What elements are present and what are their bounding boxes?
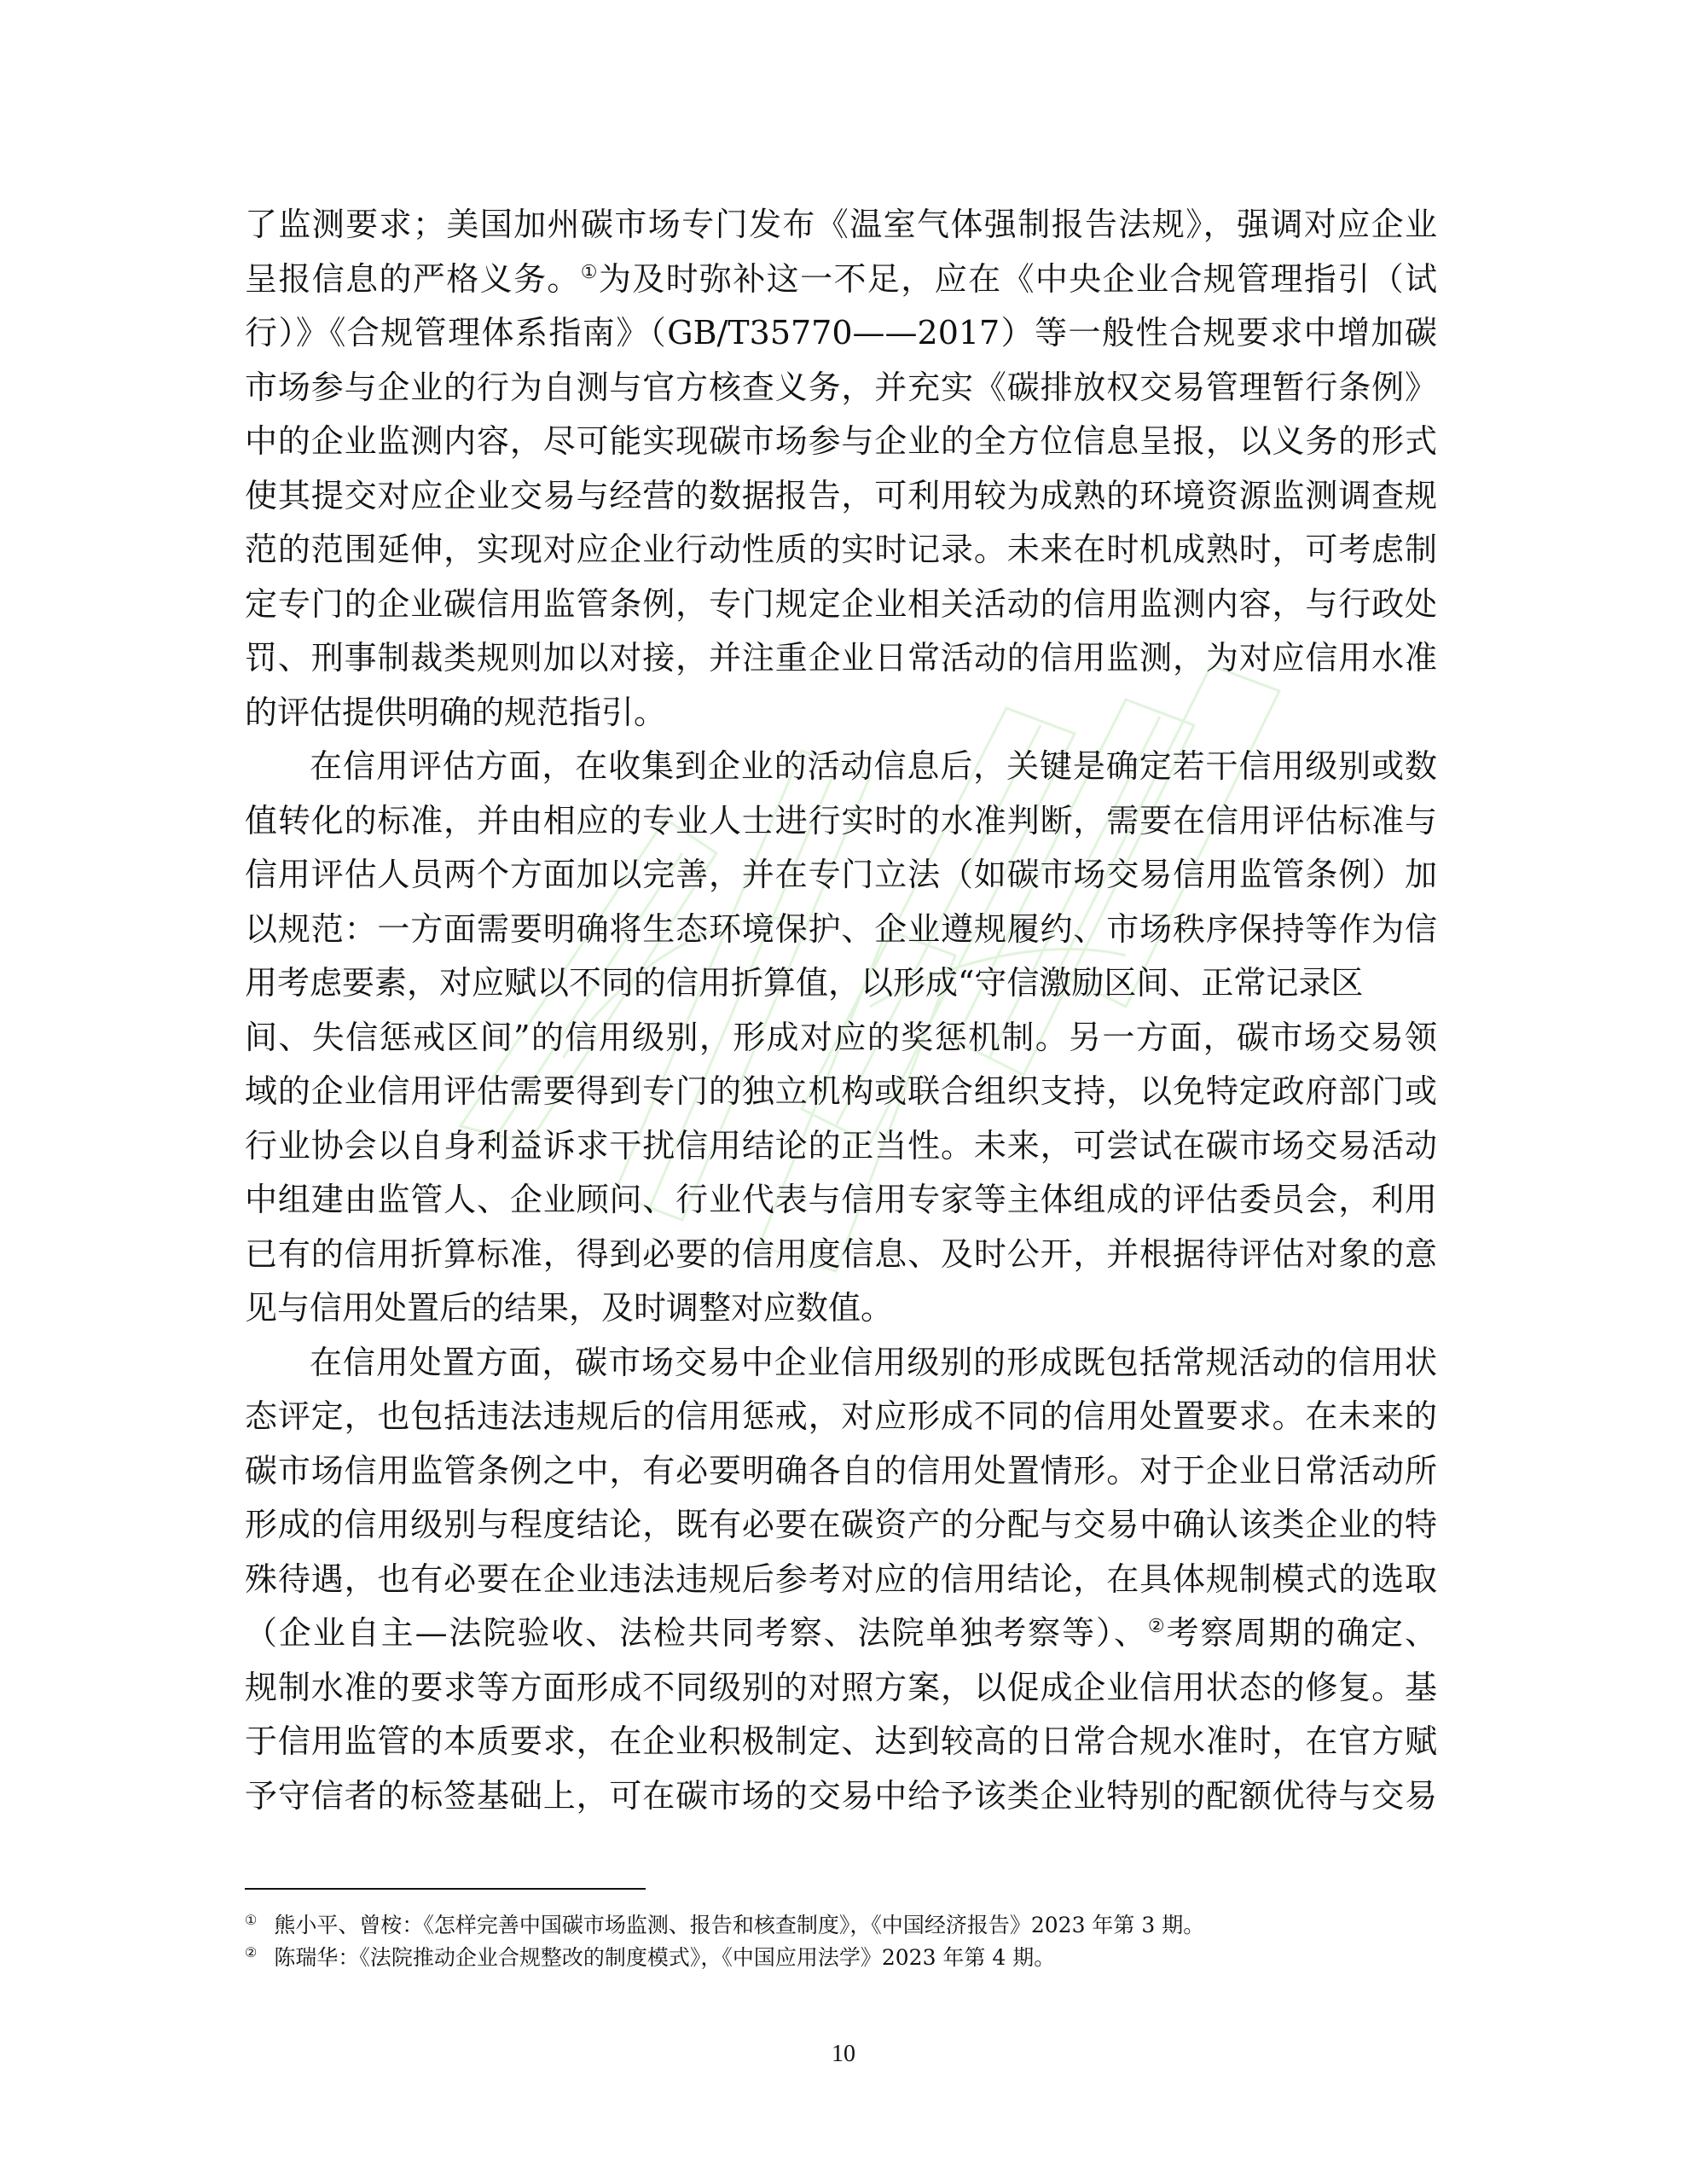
footnote-text: 陈瑞华：《法院推动企业合规整改的制度模式》，《中国应用法学》2023 年第 4 期。 <box>274 1945 1056 1970</box>
text-line: 殊待遇，也有必要在企业违法违规后参考对应的信用结论，在具体规制模式的选取 <box>245 1560 1437 1598</box>
footnote <box>245 1904 1437 1937</box>
text-line: 形成的信用级别与程度结论，既有必要在碳资产的分配与交易中确认该类企业的特 <box>245 1506 1437 1543</box>
text-segment: 呈报信息的严格义务。 <box>245 259 581 298</box>
text-line: 使其提交对应企业交易与经营的数据报告，可利用较为成熟的环境资源监测调查规 <box>245 476 1437 514</box>
text-line: 中的企业监测内容，尽可能实现碳市场参与企业的全方位信息呈报，以义务的形式 <box>245 422 1437 460</box>
text-line: 市场参与企业的行为自测与官方核查义务，并充实《碳排放权交易管理暂行条例》 <box>245 368 1437 406</box>
text-line: 于信用监管的本质要求，在企业积极制定、达到较高的日常合规水准时，在官方赋 <box>245 1722 1437 1760</box>
footnote-divider <box>245 1888 646 1890</box>
paragraph-first-line: 在信用处置方面，碳市场交易中企业信用级别的形成既包括常规活动的信用状 <box>310 1343 1437 1381</box>
footnote-marker: ② <box>245 1944 258 1960</box>
text-line <box>245 1606 1437 1661</box>
text-line: 用考虑要素，对应赋以不同的信用折算值，以形成“守信激励区间、正常记录区 <box>245 964 1364 1002</box>
text-segment: 为及时弥补这一不足，应在《中央企业合规管理指引（试 <box>598 259 1437 298</box>
footnote-marker: ① <box>245 1912 258 1928</box>
text-line: 已有的信用折算标准，得到必要的信用度信息、及时公开，并根据待评估对象的意 <box>245 1234 1437 1273</box>
page-number: 10 <box>832 2041 855 2067</box>
text-line: 间、失信惩戒区间”的信用级别，形成对应的奖惩机制。另一方面，碳市场交易领 <box>245 1018 1437 1056</box>
text-line: 信用评估人员两个方面加以完善，并在专门立法（如碳市场交易信用监管条例）加 <box>245 856 1437 893</box>
text-line: 域的企业信用评估需要得到专门的独立机构或联合组织支持，以免特定政府部门或 <box>245 1072 1437 1110</box>
text-line: 了监测要求；美国加州碳市场专门发布《温室气体强制报告法规》，强调对应企业 <box>245 206 1437 243</box>
text-line: 碳市场信用监管条例之中，有必要明确各自的信用处置情形。对于企业日常活动所 <box>245 1451 1437 1490</box>
text-line: 范的范围延伸，实现对应企业行动性质的实时记录。未来在时机成熟时，可考虑制 <box>245 531 1437 568</box>
text-line: 的评估提供明确的规范指引。 <box>245 693 667 731</box>
text-line: 见与信用处置后的结果，及时调整对应数值。 <box>245 1289 894 1327</box>
body-text <box>245 198 1437 1823</box>
text-line: 行）》《合规管理体系指南》（GB/T35770——2017）等一般性合规要求中增加碳 <box>245 314 1437 351</box>
paragraph-first-line: 在信用评估方面，在收集到企业的活动信息后，关键是确定若干信用级别或数 <box>310 747 1437 785</box>
text-line: 定专门的企业碳信用监管条例，专门规定企业相关活动的信用监测内容，与行政处 <box>245 584 1437 623</box>
footnotes <box>245 1904 1437 1969</box>
text-line: 以规范：一方面需要明确将生态环境保护、企业遵规履约、市场秩序保持等作为信 <box>245 909 1437 948</box>
footnote-reference[interactable]: ① <box>580 261 599 283</box>
text-line: 行业协会以自身利益诉求干扰信用结论的正当性。未来，可尝试在碳市场交易活动 <box>245 1126 1437 1165</box>
text-line <box>245 253 1437 307</box>
text-line: 予守信者的标签基础上，可在碳市场的交易中给予该类企业特别的配额优待与交易 <box>245 1776 1437 1815</box>
text-line: 态评定，也包括违法违规后的信用惩戒，对应形成不同的信用处置要求。在未来的 <box>245 1397 1437 1435</box>
text-segment: 考察周期的确定、 <box>1166 1614 1437 1652</box>
text-line: 规制水准的要求等方面形成不同级别的对照方案，以促成企业信用状态的修复。基 <box>245 1668 1437 1706</box>
footnote-reference[interactable]: ② <box>1147 1616 1167 1637</box>
text-segment: （企业自主—法院验收、法检共同考察、法院单独考察等）、 <box>245 1614 1148 1652</box>
text-line: 罚、刑事制裁类规则加以对接，并注重企业日常活动的信用监测，为对应信用水准 <box>245 639 1437 677</box>
text-line: 中组建由监管人、企业顾问、行业代表与信用专家等主体组成的评估委员会，利用 <box>245 1181 1437 1218</box>
footnote <box>245 1937 1437 1969</box>
text-line: 值转化的标准，并由相应的专业人士进行实时的水准判断，需要在信用评估标准与 <box>245 801 1437 839</box>
footnote-text: 熊小平、曾桉：《怎样完善中国碳市场监测、报告和核查制度》，《中国经济报告》2023 年第 3 期。 <box>274 1913 1205 1937</box>
